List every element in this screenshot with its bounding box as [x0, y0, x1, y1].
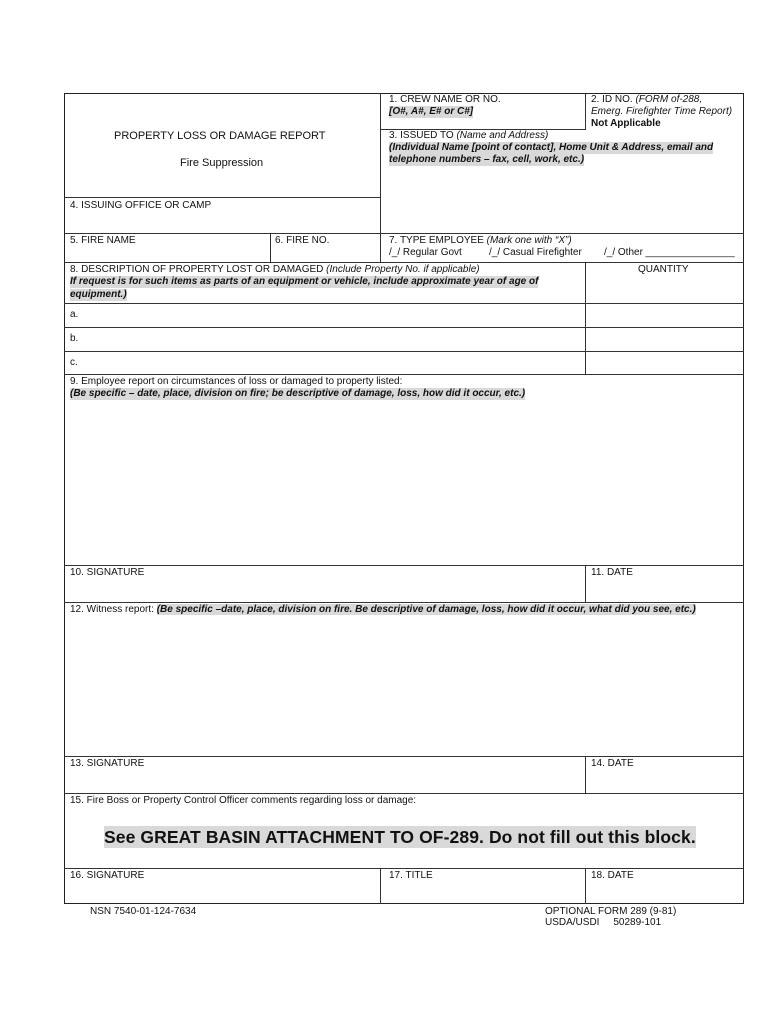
date-14-label: 14. DATE	[591, 758, 634, 769]
issued-to-hint-2: telephone numbers – fax, cell, work, etc.)	[389, 154, 585, 165]
form-title: PROPERTY LOSS OR DAMAGE REPORT	[114, 130, 326, 142]
rule	[64, 565, 744, 566]
rule	[585, 93, 586, 130]
item-row-c-label: c.	[70, 357, 78, 368]
issuing-office-label: 4. ISSUING OFFICE OR CAMP	[70, 200, 212, 211]
item-row-b-quantity[interactable]	[588, 329, 742, 349]
signature-16-label: 16. SIGNATURE	[70, 870, 145, 881]
witness-report-label: 12. Witness report: (Be specific –date, place, division on fire. Be descriptive of damage, loss, how did it occur, what did you see, etc.)	[70, 604, 696, 615]
signature-16-field[interactable]	[66, 883, 378, 902]
date-18-label: 18. DATE	[591, 870, 634, 881]
issued-to-hint-1: (Individual Name [point of contact], Home Unit & Address, email and	[389, 142, 714, 153]
signature-13-field[interactable]	[66, 771, 583, 791]
item-row-a-quantity[interactable]	[588, 305, 742, 325]
date-11-label: 11. DATE	[591, 567, 633, 578]
signature-13-label: 13. SIGNATURE	[70, 758, 145, 769]
property-description-hint-1: If request is for such items as parts of an equipment or vehicle, include approximate year of age of	[70, 276, 539, 287]
id-no-value: Not Applicable	[591, 118, 661, 129]
form-number-line-1: OPTIONAL FORM 289 (9-81)	[545, 906, 677, 917]
rule	[64, 756, 744, 757]
quantity-label: QUANTITY	[638, 264, 689, 275]
great-basin-notice: See GREAT BASIN ATTACHMENT TO OF-289. Do not fill out this block.	[104, 827, 696, 847]
rule	[64, 303, 744, 304]
fire-name-field[interactable]	[66, 247, 268, 261]
signature-10-field[interactable]	[66, 580, 583, 600]
nsn-number: NSN 7540-01-124-7634	[90, 906, 197, 917]
issued-to-label: 3. ISSUED TO (Name and Address)	[389, 130, 549, 141]
rule	[64, 868, 744, 869]
id-no-label: 2. ID NO. (FORM of-288,	[591, 94, 703, 105]
rule	[270, 233, 271, 263]
item-row-b-label: b.	[70, 333, 79, 344]
witness-report-field[interactable]	[66, 618, 742, 754]
option-casual-firefighter[interactable]: /_/ Casual Firefighter	[489, 247, 582, 258]
property-description-label: 8. DESCRIPTION OF PROPERTY LOST OR DAMAGED (Include Property No. if applicable)	[70, 264, 480, 275]
option-other[interactable]: /_/ Other ________________	[604, 247, 735, 258]
rule	[64, 602, 744, 603]
fire-name-label: 5. FIRE NAME	[70, 235, 136, 246]
type-employee-label: 7. TYPE EMPLOYEE (Mark one with “X”)	[389, 235, 572, 246]
issued-to-field[interactable]	[382, 168, 742, 231]
item-row-a-field[interactable]	[82, 305, 582, 325]
item-row-a-label: a.	[70, 309, 79, 320]
rule	[585, 756, 586, 794]
rule	[64, 374, 744, 375]
rule	[64, 327, 744, 328]
fire-boss-comments-label: 15. Fire Boss or Property Control Officer comments regarding loss or damage:	[70, 795, 417, 806]
title-17-label: 17. TITLE	[389, 870, 433, 881]
date-11-field[interactable]	[588, 580, 742, 600]
rule	[380, 233, 381, 263]
form-subtitle: Fire Suppression	[180, 157, 264, 169]
date-14-field[interactable]	[588, 771, 742, 791]
crew-name-field[interactable]	[382, 94, 584, 128]
property-description-hint-2: equipment.)	[70, 289, 127, 300]
option-regular-govt[interactable]: /_/ Regular Govt	[389, 247, 462, 258]
rule	[585, 868, 586, 904]
rule	[380, 868, 381, 904]
crew-name-hint: [O#, A#, E# or C#]	[389, 106, 474, 117]
employee-report-hint: (Be specific – date, place, division on fire; be descriptive of damage, loss, how did it occur, etc.)	[70, 388, 526, 399]
fire-no-label: 6. FIRE NO.	[275, 235, 330, 246]
employee-report-label: 9. Employee report on circumstances of loss or damaged to property listed:	[70, 376, 403, 387]
date-18-field[interactable]	[588, 883, 742, 902]
item-row-c-quantity[interactable]	[588, 353, 742, 373]
item-row-b-field[interactable]	[82, 329, 582, 349]
rule	[585, 262, 586, 375]
rule	[64, 233, 744, 234]
rule	[585, 565, 586, 603]
rule	[64, 351, 744, 352]
rule	[64, 793, 744, 794]
rule	[64, 262, 744, 263]
employee-report-field[interactable]	[66, 402, 742, 563]
item-row-c-field[interactable]	[82, 353, 582, 373]
id-no-hint: Emerg. Firefighter Time Report)	[591, 106, 733, 117]
signature-10-label: 10. SIGNATURE	[70, 567, 145, 578]
form-number-line-2: USDA/USDI 50289-101	[545, 917, 662, 928]
fire-no-field[interactable]	[272, 247, 378, 261]
title-17-field[interactable]	[382, 883, 583, 902]
rule	[380, 93, 381, 234]
crew-name-label: 1. CREW NAME OR NO.	[389, 94, 501, 105]
rule	[64, 197, 381, 198]
issuing-office-field[interactable]	[66, 213, 378, 231]
